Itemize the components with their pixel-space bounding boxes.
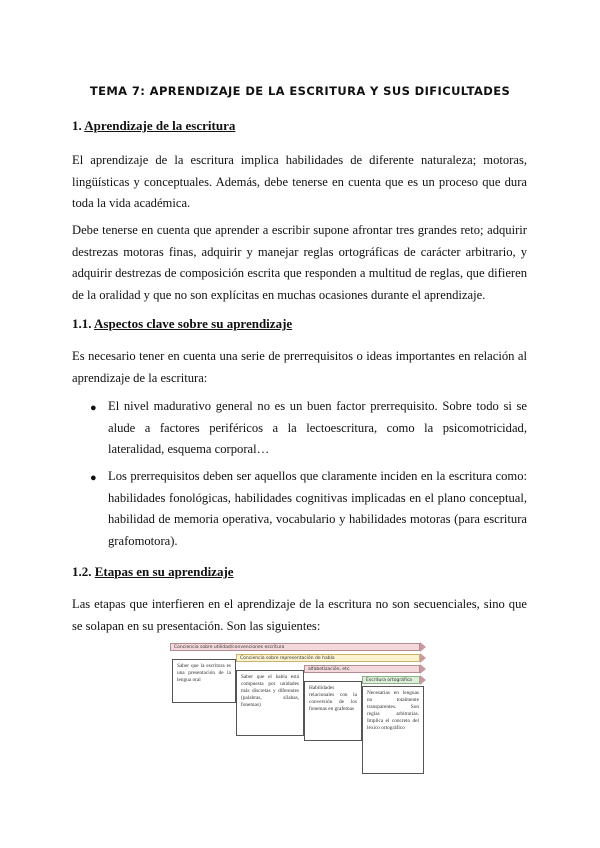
stages-diagram: [170, 640, 432, 776]
arrow-icon: [420, 675, 426, 685]
stage-band-4: Escritura ortográfica: [362, 676, 420, 684]
section-1-2-title: Etapas en su aprendizaje: [94, 564, 234, 579]
section-1-1-intro: Es necesario tener en cuenta una serie de prerrequisitos o ideas importantes en relación al aprendizaje de la escritura:: [72, 349, 527, 385]
arrow-icon: [420, 642, 426, 652]
stage-box-3: Habilidades relacionales con la conversión de los fonemas en grafemas: [304, 681, 362, 741]
stage-box-1: Saber que la escritura es una presentación de la lengua oral: [172, 659, 236, 703]
section-1-2-number: 1.2.: [72, 564, 92, 579]
stage-band-1: Conciencia sobre utilidad/convenciones escritura: [170, 643, 420, 651]
section-1-title: Aprendizaje de la escritura: [84, 118, 236, 133]
section-1-1-title: Aspectos clave sobre su aprendizaje: [94, 316, 293, 331]
stage-box-2: Saber que el habla está compuesta por unidades más discretas y diferentes (palabras, sílabas, fonemas): [236, 670, 304, 736]
section-1-paragraph-1: El aprendizaje de la escritura implica habilidades de diferente naturaleza; motoras, lingüísticas y conceptuales. Además, debe tenerse en cuenta que es un proceso que dura toda la vida académica.: [72, 153, 527, 210]
arrow-icon: [420, 653, 426, 663]
section-1-1-number: 1.1.: [72, 316, 92, 331]
stage-box-4: Necesarias en lenguas no totalmente transparentes. Son reglas arbitrarias. Implica el concreto del léxico ortográfico: [362, 686, 424, 774]
section-1-1-heading: [72, 316, 292, 332]
stage-band-3: alfabetización, etc.: [304, 665, 420, 673]
section-1-number: 1.: [72, 118, 82, 133]
stage-band-2: Conciencia sobre representación de habla: [236, 654, 420, 662]
section-1-2-intro: Las etapas que interfieren en el aprendizaje de la escritura no son secuenciales, sino que se solapan en su presentación. Son las siguientes:: [72, 597, 527, 633]
arrow-icon: [420, 664, 426, 674]
bullet-item-2: Los prerrequisitos deben ser aquellos que claramente inciden en la escritura como: habilidades fonológicas, habilidades cognitivas implicadas en el plano conceptual, habilidad de memoria operativa, vocabulario y habilidades motoras (para escritura grafomotora).: [108, 469, 527, 548]
bullet-icon: ●: [90, 472, 97, 484]
section-1-paragraph-2: Debe tenerse en cuenta que aprender a escribir supone afrontar tres grandes reto; adquirir destrezas motoras finas, adquirir y manejar reglas ortográficas de carácter arbitrario, y adquirir destrezas de composición escrita que responden a multitud de reglas, que difieren de la oralidad y que no son explícitas en muchas ocasiones durante el aprendizaje.: [72, 223, 527, 302]
section-1-2-heading: [72, 564, 234, 580]
document-title: TEMA 7: APRENDIZAJE DE LA ESCRITURA Y SUS DIFICULTADES: [89, 84, 511, 98]
bullet-icon: ●: [90, 402, 97, 414]
bullet-item-1: El nivel madurativo general no es un buen factor prerrequisito. Sobre todo si se alude a factores periféricos a la lectoescritura, como la psicomotricidad, lateralidad, esquema corporal…: [108, 399, 527, 456]
section-1-heading: [72, 118, 235, 134]
